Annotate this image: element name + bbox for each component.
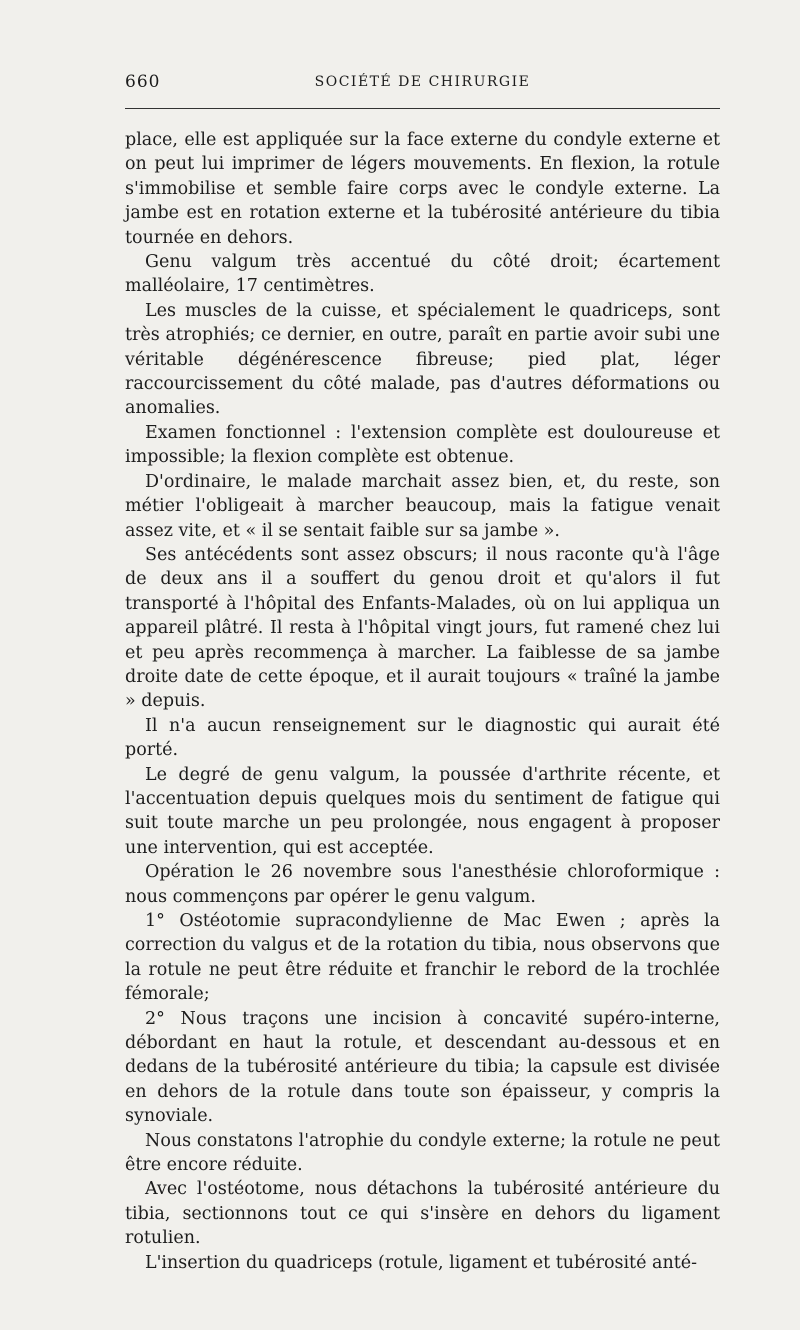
- paragraph: L'insertion du quadriceps (rotule, ligament et tubérosité anté-: [145, 1252, 698, 1273]
- running-title: SOCIÉTÉ DE CHIRURGIE: [314, 74, 531, 90]
- paragraph: Nous constatons l'atrophie du condyle externe; la rotule ne peut être encore réduite.: [125, 1130, 720, 1176]
- paragraph: Genu valgum très accentué du côté droit; écartement malléolaire, 17 centimètres.: [125, 252, 720, 297]
- paragraph: place, elle est appliquée sur la face externe du condyle externe et on peut lui imprimer de légers mouvements. En flexion, la rotule s'immobilise et semble faire corps avec le condyle externe. La jambe est en rotation externe et la tubérosité antérieure du tibia tournée en dehors.: [125, 130, 720, 248]
- page-number: 660: [125, 72, 161, 92]
- paragraph: Ses antécédents sont assez obscurs; il nous raconte qu'à l'âge de deux ans il a souffert du genou droit et qu'alors il fut transporté à l'hôpital des Enfants-Malades, où on lui appliqua un appareil plâtré. Il resta à l'hôpital vingt jours, fut ramené chez lui et peu après recommença à marcher. La faiblesse de sa jambe droite date de cette époque, et il aurait toujours « traîné la jambe » depuis.: [125, 544, 720, 712]
- paragraph: 1° Ostéotomie supracondylienne de Mac Ewen ; après la correction du valgus et de la rotation du tibia, nous observons que la rotule ne peut être réduite et franchir le rebord de la trochlée fémorale;: [125, 911, 720, 1005]
- paragraph: Avec l'ostéotome, nous détachons la tubérosité antérieure du tibia, sectionnons tout ce qui s'insère en dehors du ligament rotulien.: [125, 1179, 720, 1249]
- page-header: [125, 72, 720, 96]
- paragraph: 2° Nous traçons une incision à concavité supéro-interne, débordant en haut la rotule, et descendant au-dessous et en dedans de la tubérosité antérieure du tibia; la capsule est divisée en dehors de la rotule dans toute son épaisseur, y compris la synoviale.: [125, 1008, 720, 1127]
- paragraph: D'ordinaire, le malade marchait assez bien, et, du reste, son métier l'obligeait à marcher beaucoup, mais la fatigue venait assez vite, et « il se sentait faible sur sa jambe ».: [125, 471, 720, 541]
- paragraph: Examen fonctionnel : l'extension complète est douloureuse et impossible; la flexion complète est obtenue.: [125, 422, 720, 468]
- paragraph: Opération le 26 novembre sous l'anesthésie chloroformique : nous commençons par opérer le genu valgum.: [125, 862, 720, 907]
- body-text: [125, 128, 720, 1275]
- paragraph: Il n'a aucun renseignement sur le diagnostic qui aurait été porté.: [125, 715, 720, 761]
- paragraph: Le degré de genu valgum, la poussée d'arthrite récente, et l'accentuation depuis quelques mois du sentiment de fatigue qui suit toute marche un peu prolongée, nous engagent à proposer une intervention, qui est acceptée.: [125, 764, 720, 858]
- header-rule: [125, 108, 720, 109]
- paragraph: Les muscles de la cuisse, et spécialement le quadriceps, sont très atrophiés; ce dernier, en outre, paraît en partie avoir subi une véritable dégénérescence fibreuse; pied plat, léger raccourcissement du côté malade, pas d'autres déformations ou anomalies.: [125, 300, 720, 419]
